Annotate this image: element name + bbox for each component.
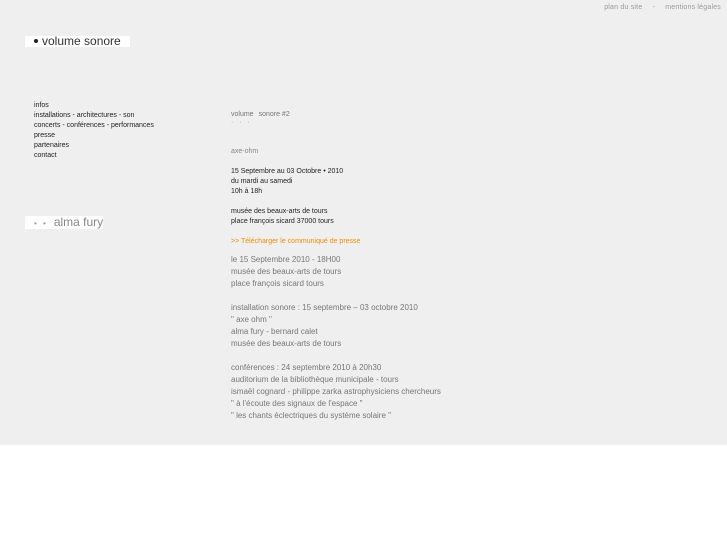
nav-item-contact[interactable]: contact bbox=[34, 152, 57, 159]
main-nav bbox=[34, 101, 154, 161]
conference-talk-2: " les chants éclectriques du système solaire " bbox=[231, 411, 391, 420]
dates-block bbox=[231, 167, 711, 197]
link-separator: - bbox=[652, 4, 656, 11]
nav-item-installations[interactable]: installations - architectures - son bbox=[34, 112, 135, 119]
main-content bbox=[231, 111, 711, 422]
nav-item-presse[interactable]: presse bbox=[34, 132, 56, 139]
installation-name: " axe ohm " bbox=[231, 315, 272, 324]
venue-address: place françois sicard 37000 tours bbox=[231, 218, 334, 225]
artist-name: alma fury bbox=[53, 215, 104, 229]
installation-venue: musée des beaux-arts de tours bbox=[231, 339, 342, 348]
date-range: 15 Septembre au 03 Octobre • 2010 bbox=[231, 168, 344, 175]
vernissage-venue: musée des beaux-arts de tours bbox=[231, 267, 342, 276]
breadcrumb bbox=[231, 111, 711, 118]
breadcrumb-part-1[interactable]: volume bbox=[231, 111, 254, 118]
nav-item-infos[interactable]: infos bbox=[34, 102, 49, 109]
conference-talk-1: " à l'écoute des signaux de l'espace " bbox=[231, 399, 363, 408]
installation-title: installation sonore : 15 septembre – 03 octobre 2010 bbox=[231, 303, 418, 312]
sitemap-link[interactable]: plan du site bbox=[604, 4, 643, 11]
date-days: du mardi au samedi bbox=[231, 178, 293, 185]
nav-item-partenaires[interactable]: partenaires bbox=[34, 142, 70, 149]
top-links bbox=[604, 4, 721, 11]
artist-badge[interactable] bbox=[25, 216, 103, 229]
dots-icon: • • bbox=[34, 219, 48, 228]
site-title: volume sonore bbox=[42, 34, 121, 48]
breadcrumb-part-2[interactable]: sonore #2 bbox=[258, 111, 290, 118]
vernissage-date: le 15 Septembre 2010 - 18H00 bbox=[231, 255, 341, 264]
venue-block bbox=[231, 207, 711, 227]
conferences-title: conférences : 24 septembre 2010 à 20h30 bbox=[231, 363, 382, 372]
download-press-link[interactable]: >> Télécharger le communiqué de presse bbox=[231, 238, 361, 245]
installation-artists: alma fury - bernard calet bbox=[231, 327, 318, 336]
section-title: axe-ohm bbox=[231, 148, 259, 155]
site-logo[interactable] bbox=[25, 36, 130, 47]
conferences-venue: auditorium de la bibliothèque municipale - tours bbox=[231, 375, 399, 384]
sub-nav-dots: · · · bbox=[231, 119, 252, 126]
conferences-speakers: ismaël cognard - philippe zarka astrophysiciens chercheurs bbox=[231, 387, 441, 396]
installation-block bbox=[231, 302, 711, 350]
vernissage-address: place françois sicard tours bbox=[231, 279, 324, 288]
legal-link[interactable]: mentions légales bbox=[665, 4, 721, 11]
vernissage-block bbox=[231, 254, 711, 290]
venue-name: musée des beaux-arts de tours bbox=[231, 208, 328, 215]
nav-item-concerts[interactable]: concerts - conférences - performances bbox=[34, 122, 154, 129]
bullet-icon bbox=[34, 39, 38, 43]
conferences-block bbox=[231, 362, 711, 422]
date-hours: 10h à 18h bbox=[231, 188, 263, 195]
